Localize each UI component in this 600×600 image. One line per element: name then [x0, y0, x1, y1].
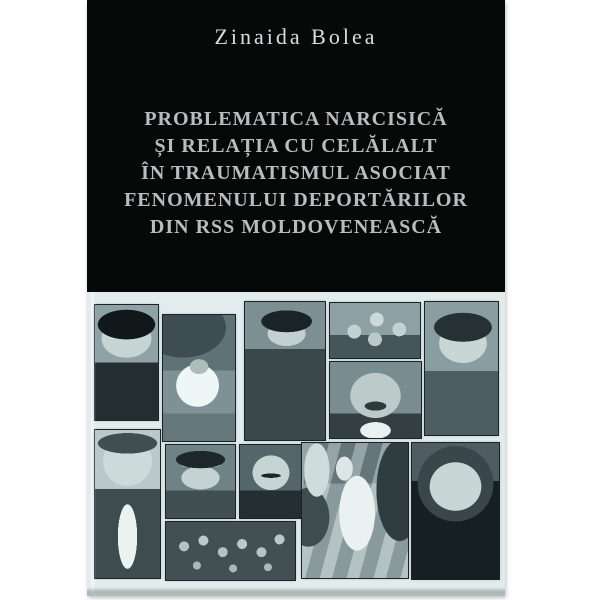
photo-four-women [330, 303, 420, 358]
photo-older-man [95, 430, 160, 578]
photo-steps-family [302, 443, 408, 578]
photo-soldier-cap [245, 302, 325, 440]
photo-cap-young-man [166, 445, 235, 518]
photo-baby-outdoors [163, 315, 235, 441]
title-line-4: FENOMENULUI DEPORTĂRILOR [124, 189, 468, 211]
photo-collage [87, 292, 505, 596]
cover-bottom-edge [87, 587, 505, 596]
title-line-1: PROBLEMATICA NARCISICĂ [144, 108, 448, 130]
title-line-2: ȘI RELAȚIA CU CELĂLALT [154, 135, 438, 157]
photo-suit-man [425, 302, 498, 435]
title-line-3: ÎN TRAUMATISMUL ASOCIAT [141, 162, 451, 184]
photo-uniform-man [95, 305, 158, 420]
author-name: Zinaida Bolea [214, 24, 378, 49]
book-cover [87, 0, 505, 596]
spine-highlight [91, 292, 96, 596]
photo-headscarf-woman [412, 443, 499, 579]
photo-glasses-man [240, 445, 302, 518]
photo-village-group [166, 522, 295, 580]
book-title [87, 106, 505, 241]
title-line-5: DIN RSS MOLDOVENEASCĂ [149, 216, 443, 238]
photo-mustache-man [330, 362, 421, 438]
